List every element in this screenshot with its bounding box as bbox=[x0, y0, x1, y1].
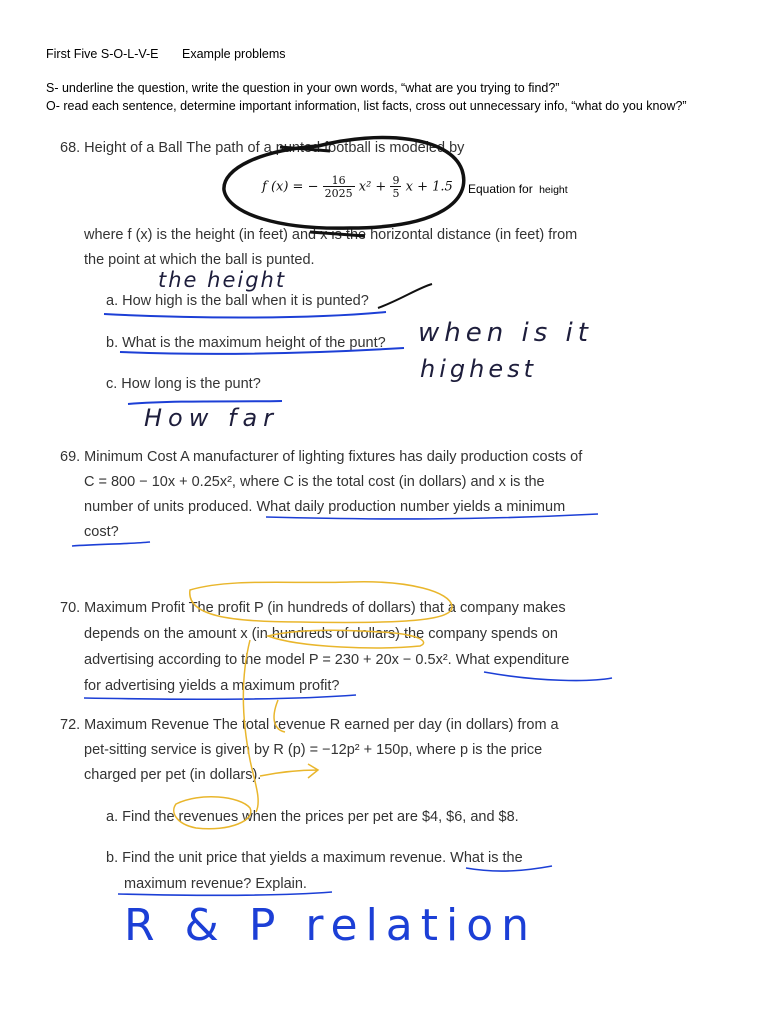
problem-72-line-2: pet-sitting service is given by R (p) = −12p² + 150p, where p is the price bbox=[84, 742, 543, 758]
formula-fraction-1 bbox=[323, 175, 355, 199]
frac1-denominator: 2025 bbox=[324, 187, 353, 200]
problem-70-line-4: for advertising yields a maximum profit? bbox=[84, 678, 340, 694]
yellow-arrow-annotation bbox=[260, 764, 318, 778]
blue-underline-72c bbox=[118, 892, 332, 895]
blue-underline-68a bbox=[104, 312, 386, 318]
instruction-o: O- read each sentence, determine important information, list facts, cross out unnecessary info, “what do you know?” bbox=[46, 99, 687, 113]
problem-68-question-b: b. What is the maximum height of the punt? bbox=[106, 335, 386, 351]
problem-69-line-1: 69. Minimum Cost A manufacturer of lighting fixtures has daily production costs of bbox=[60, 449, 583, 465]
instruction-s: S- underline the question, write the question in your own words, “what are you trying to find?” bbox=[46, 81, 560, 95]
problem-69-line-2: C = 800 − 10x + 0.25x², where C is the total cost (in dollars) and x is the bbox=[84, 474, 545, 490]
problem-69-line-3: number of units produced. What daily production number yields a minimum bbox=[84, 499, 566, 515]
handwritten-when-is-it: when is it bbox=[418, 318, 593, 348]
blue-underline-70a bbox=[484, 672, 612, 680]
handwritten-the-height: the height bbox=[158, 268, 287, 292]
problem-68-formula bbox=[262, 175, 453, 199]
worksheet-title: First Five S-O-L-V-E bbox=[46, 47, 159, 61]
problem-70-line-2: depends on the amount x (in hundreds of dollars) the company spends on bbox=[84, 626, 558, 642]
frac2-denominator: 5 bbox=[392, 187, 400, 200]
problem-70-line-1: 70. Maximum Profit The profit P (in hundreds of dollars) that a company makes bbox=[60, 600, 566, 616]
problem-68-heading: 68. Height of a Ball The path of a punted football is modeled by bbox=[60, 140, 465, 156]
handwritten-how-far: How far bbox=[144, 404, 280, 432]
problem-68-question-c: c. How long is the punt? bbox=[106, 376, 261, 392]
problem-68-line-1: where f (x) is the height (in feet) and x is the horizontal distance (in feet) from bbox=[84, 227, 578, 243]
worksheet-subtitle: Example problems bbox=[182, 47, 286, 61]
problem-68-line-2: the point at which the ball is punted. bbox=[84, 252, 315, 268]
problem-72-line-1: 72. Maximum Revenue The total revenue R earned per day (in dollars) from a bbox=[60, 717, 559, 733]
problem-72-question-b-line-2: maximum revenue? Explain. bbox=[124, 876, 307, 892]
handwritten-r-p-relation: R & P relation bbox=[124, 900, 538, 951]
problem-72-line-3: charged per pet (in dollars). bbox=[84, 767, 262, 783]
frac1-numerator: 16 bbox=[323, 175, 355, 187]
problem-68-question-a: a. How high is the ball when it is punted? bbox=[106, 293, 369, 309]
equation-note-label: Equation for bbox=[468, 182, 533, 196]
blue-underline-69b bbox=[72, 542, 150, 546]
formula-rhs: x + 1.5 bbox=[405, 179, 453, 195]
equation-note bbox=[468, 182, 568, 196]
formula-lhs: f (x) = − bbox=[262, 179, 319, 195]
blue-underline-72b bbox=[466, 866, 552, 871]
problem-72-question-b-line-1: b. Find the unit price that yields a maximum revenue. What is the bbox=[106, 850, 523, 866]
equation-note-height: height bbox=[539, 184, 568, 196]
formula-fraction-2 bbox=[390, 175, 401, 199]
frac2-numerator: 9 bbox=[392, 174, 400, 187]
black-check-annotation bbox=[378, 284, 432, 308]
problem-72-question-a: a. Find the revenues when the prices per pet are $4, $6, and $8. bbox=[106, 809, 519, 825]
handwritten-highest: highest bbox=[420, 355, 538, 383]
blue-underline-70b bbox=[84, 695, 356, 699]
problem-69-line-4: cost? bbox=[84, 524, 119, 540]
problem-70-line-3: advertising according to the model P = 230 + 20x − 0.5x². What expenditure bbox=[84, 652, 570, 668]
formula-mid: x² + bbox=[358, 179, 387, 195]
